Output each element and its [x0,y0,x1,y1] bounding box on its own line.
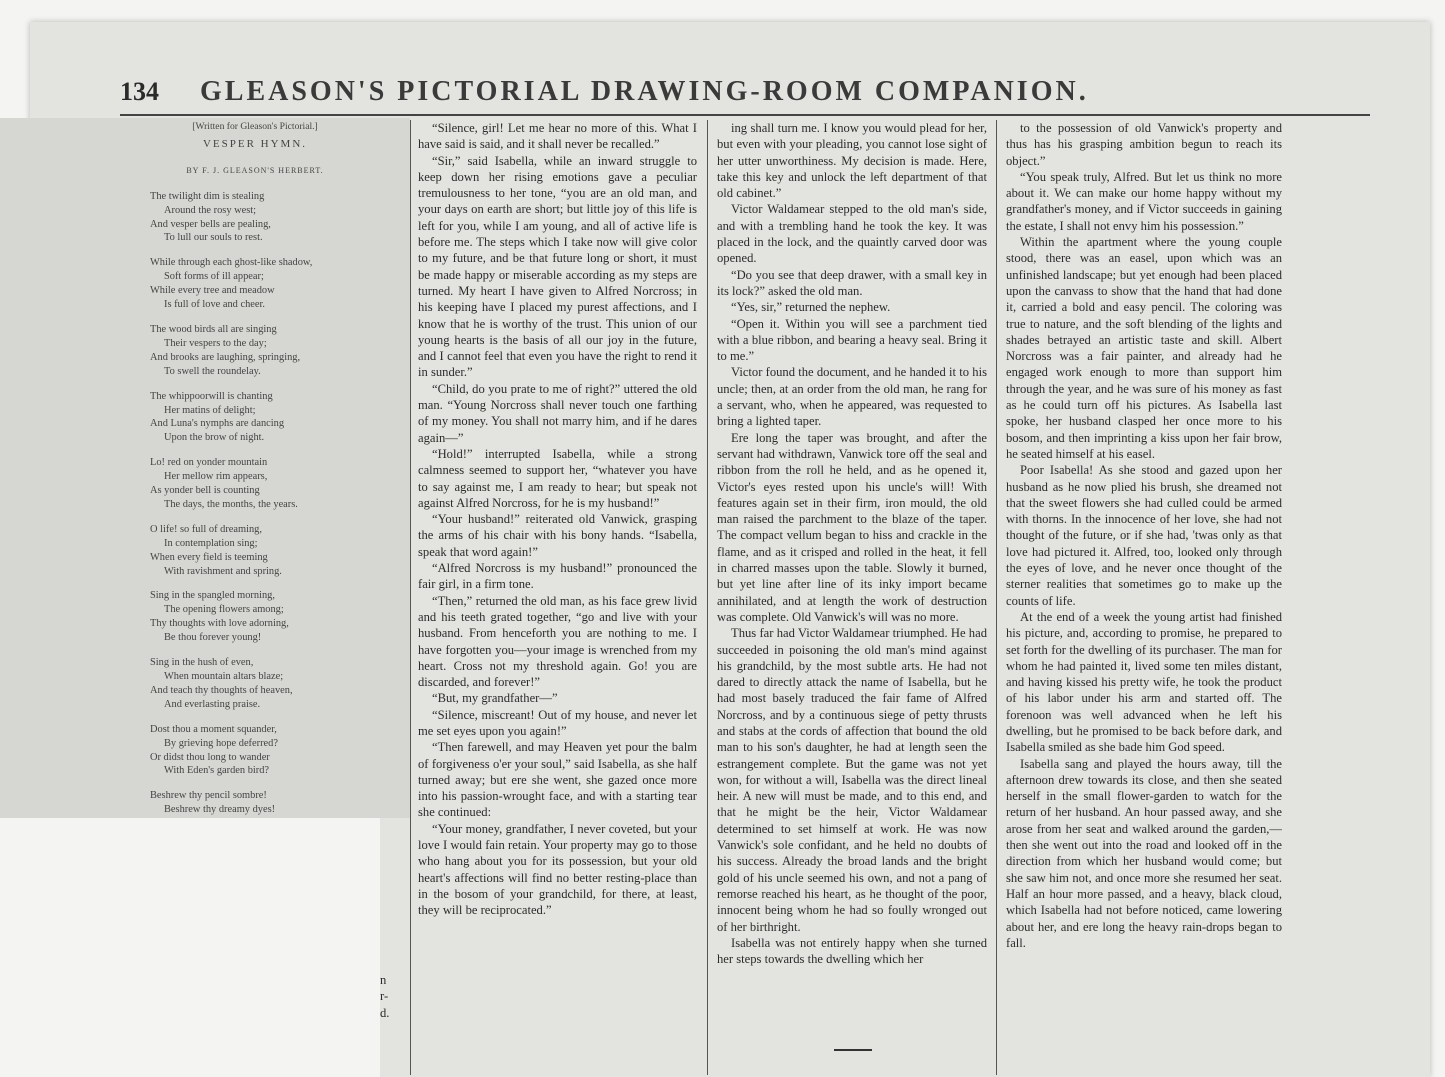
poem-line: Sing in the spangled morning, [150,590,275,602]
article-paragraph: Victor found the document, and he handed it to his uncle; then, at an order from the old man, he rang for a servant, who, when he appeared, was requested to bring a lighted taper. [717,365,987,429]
article-paragraph: “Your money, grandfather, I never coveted, but your love I would fain retain. Your property may go to those who hang about you for its possession, but your old heart's affections will find no better resting-place than in the bosom of your grandchild, for there, at least, they will be reciprocated.” [418,821,697,918]
article-paragraph: “Silence, girl! Let me hear no more of this. What I have said is said, and it shall never be recalled.” [418,121,697,152]
poem-stanza [150,789,360,817]
poem-line: Is full of love and cheer. [164,299,265,311]
fragment-text: n [380,973,387,987]
poem-line: Dost thou a moment squander, [150,723,277,735]
poem-line: To lull our souls to rest. [164,232,263,244]
poem-line: Or didst thou long to wander [150,751,270,763]
masthead [120,68,1380,116]
poem-line: Her matins of delight; [164,404,256,416]
poem-line: Their vespers to the day; [164,337,267,349]
article-paragraph: “Alfred Norcross is my husband!” pronounced the fair girl, in a firm tone. [418,561,697,592]
article-paragraph: “Do you see that deep drawer, with a small key in its lock?” asked the old man. [717,267,987,298]
column-rule [410,120,411,1075]
poem-line: Beshrew thy pencil sombre! [150,790,267,802]
poem-line: And brooks are laughing, springing, [150,351,301,363]
article-paragraph: “Silence, miscreant! Out of my house, and never let me set eyes upon you again!” [418,707,697,738]
article-paragraph: to the possession of old Vanwick's property and thus has his grasping ambition begun to reach its object.” [1006,121,1282,168]
section-divider [834,1049,872,1051]
poem-line: And vesper bells are pealing, [150,218,271,230]
fragment-text: r- [380,989,389,1004]
article-paragraph: “Child, do you prate to me of right?” uttered the old man. “Young Norcross shall never touch one farthing of my money. You shall not marry him, and if he dares again—” [418,381,697,445]
poem-line: O life! so full of dreaming, [150,523,262,535]
poem-stanza [150,523,360,579]
article-paragraph: ing shall turn me. I know you would plead for her, but even with your pleading, you cannot lose sight of her utter unworthiness. My decision is made. Here, take this key and unlock the left department of that old cabinet.” [717,121,987,201]
clipped-column-fragment [380,972,394,1021]
article-column-2 [717,120,987,1075]
poem-stanzas [150,190,360,817]
article-paragraph: Poor Isabella! As she stood and gazed upon her husband as he now plied his brush, she dreamed not that the sweet flowers she had culled could be armed with thorns. In the innocence of her love, she had not thought of the future, or if she had, 'twas only as that love had pictured it. Alfred, too, looked only through the eyes of love, and he never once thought of the sterner realities that sometimes go to make up the counts of life. [1006,463,1282,608]
poem-stanza [150,589,360,645]
poem-stanza [150,190,360,246]
article-paragraph: “Yes, sir,” returned the nephew. [731,300,891,315]
poem-line: Around the rosy west; [164,204,257,216]
poem-line: Sing in the hush of even, [150,657,254,669]
poem-line: Her mellow rim appears, [164,471,268,483]
poem-stanza [150,256,360,312]
poem-line: To swell the roundelay. [164,365,261,377]
article-paragraph: Ere long the taper was brought, and after the servant had withdrawn, Vanwick tore off the seal and ribbon from the roll he held, and as he opened it, Victor's eyes rested upon his uncle's will! With features again set in their firm, iron mould, the old man raised the parchment to the blaze of the taper. The compact vellum began to hiss and crackle in the flame, and as it crisped and rolled in the heat, it fell in charred masses upon the table. Slowly it burned, but yet line after line of its inky import became annihilated, and at length the work of destruction was complete. Old Vanwick's will was no more. [717,430,987,624]
article-paragraph: “You speak truly, Alfred. But let us think no more about it. We can make our home happy without my grandfather's money, and if Victor succeeds in gaining the estate, I shall not envy him his possession.” [1006,169,1282,233]
poem-line: Be thou forever young! [164,632,262,644]
masthead-rule [120,114,1370,116]
poem-line: And Luna's nymphs are dancing [150,418,285,430]
article-paragraph: At the end of a week the young artist had finished his picture, and, according to promise, he prepared to set forth for the dwelling of its purchaser. The man for whom he had painted it, lived some ten miles distant, and having kissed his pretty wife, he took the product of his labor under his arm and started off. The forenoon was well advanced when he left his dwelling, but he promised to be back before dark, and Isabella smiled as she bade him God speed. [1006,609,1282,755]
poem-line: When mountain altars blaze; [164,671,284,682]
poem-line: The wood birds all are singing [150,323,277,335]
poem-line: By grieving hope deferred? [164,737,278,749]
article-paragraph: “Hold!” interrupted Isabella, while a strong calmness seemed to support her, “whatever you have to say against me, I am ready to hear; but speak not against Alfred Norcross, for he is my husband!” [418,446,697,510]
article-paragraph: “Your husband!” reiterated old Vanwick, grasping the arms of his chair with his bony hands. “Isabella, speak that word again!” [418,512,697,559]
article-paragraph: Within the apartment where the young couple stood, there was an easel, upon which was an unfinished landscape; but yet enough had been placed upon the canvass to show that the hand that had done it, carried a bold and easy pencil. The coloring was true to nature, and the soft blending of the lights and shades betrayed an artistic taste and skill. Albert Norcross was a fair painter, and already had he engaged work enough to more than support him through the year, and he was sure of his money as fast as he could turn off his pictures. As Isabella last spoke, her husband clasped her once more to his bosom, and then imprinting a kiss upon her fair brow, he seated himself at his easel. [1006,235,1282,461]
article-paragraph: “Then farewell, and may Heaven yet pour the balm of forgiveness o'er your soul,” said Isabella, as she half turned away; but ere she went, she gazed once more into his passion-wrought face, and with a starting tear she continued: [418,740,697,820]
poem-line: Beshrew thy dreamy dyes! [164,804,276,816]
poem-line: When every field is teeming [150,551,268,563]
publication-title: GLEASON'S PICTORIAL DRAWING-ROOM COMPANION. [200,76,1089,107]
column-rule [996,120,997,1075]
poem-line: Upon the brow of night. [164,432,265,444]
page-number: 134 [120,77,159,106]
poem-stanza [150,456,360,512]
article-paragraph: Isabella sang and played the hours away, till the afternoon drew towards its close, and then she seated herself in the small flower-garden to watch for the return of her husband. An hour passed away, and she arose from her seat and walked around the garden,—then she went out into the road and looked off in the direction from which her husband would come; but she saw him not, and once more she resumed her seat. Half an hour more passed, and a heavy, black cloud, which Isabella had not before noticed, came lowering about her, and ere long the heavy rain-drops began to fall. [1006,756,1282,950]
column-rule [707,120,708,1075]
poem-stanza [150,656,360,712]
poem-stanza [150,323,360,379]
poem-line: In contemplation sing; [164,537,258,549]
article-paragraph: “Then,” returned the old man, as his face grew livid and his teeth grated together, “go and live with your husband. From henceforth you are nothing to me. I have forgotten you—your image is wrenched from my heart. Cross not my threshold again. Go! you are discarded, and forever!” [418,593,697,690]
poem-line: As yonder bell is counting [150,485,260,497]
poem-line: Thy thoughts with love adorning, [150,618,289,630]
article-paragraph: “But, my grandfather—” [432,691,558,706]
poem-stanza [150,390,360,446]
poem-line: With ravishment and spring. [164,565,282,577]
poem-line: And everlasting praise. [164,698,261,710]
poem-line: While every tree and meadow [150,285,275,297]
poem-line: The twilight dim is stealing [150,190,265,202]
article-paragraph: “Open it. Within you will see a parchment tied with a blue ribbon, and bearing a heavy seal. Bring it to me.” [717,316,987,364]
vesper-hymn-poem [150,120,360,816]
article-column-1 [418,120,697,1070]
poem-stanza [150,723,360,779]
poem-title: VESPER HYMN. [202,137,308,150]
article-paragraph: Isabella was not entirely happy when she turned her steps towards the dwelling which her [717,935,987,967]
poem-note: [Written for Gleason's Pictorial.] [192,121,318,132]
torn-corner [0,818,380,1077]
fragment-text: d. [380,1005,390,1020]
poem-byline: BY F. J. GLEASON'S HERBERT. [186,165,324,175]
poem-line: The opening flowers among; [164,604,284,616]
poem-line: With Eden's garden bird? [164,765,270,777]
article-paragraph: Victor Waldamear stepped to the old man's side, and with a trembling hand he took the key. It was placed in the lock, and the quaintly carved door was opened. [717,202,987,266]
poem-line: The whippoorwill is chanting [150,390,273,402]
poem-line: Lo! red on yonder mountain [150,457,268,469]
poem-line: While through each ghost-like shadow, [150,257,313,269]
article-column-3 [1006,120,1282,1075]
article-paragraph: Thus far had Victor Waldamear triumphed. He had succeeded in poisoning the old man's mind against his grandchild, by the most subtle arts. He had not dared to directly attack the name of Isabella, but he had most basely traduced the fair fame of Alfred Norcross, and by a continuous siege of petty thrusts and stabs at the cords of affection that bound the old man to his son's daughter, he had at length seen the estrangement complete. But the game was not yet won, for without a will, Isabella was the direct lineal heir. A new will must be made, and to this end, and that he might be the heir, Victor Waldamear determined to set himself at work. He was now Vanwick's sole confidant, and he held no doubts of his success. Already the broad lands and the bright gold of his uncle seemed his own, and not a pang of remorse reached his heart, as he thought of the poor, innocent being whom he had so foully wronged out of her birthright. [717,626,987,934]
poem-line: And teach thy thoughts of heaven, [150,684,293,696]
poem-line: Soft forms of ill appear; [164,271,264,283]
poem-line: The days, the months, the years. [164,498,298,510]
article-paragraph: “Sir,” said Isabella, while an inward struggle to keep down her rising emotions gave a peculiar tremulousness to her tone, “you are an old man, and your days on earth are short; but little joy of this life is left for you, while I am young, and all of active life is before me. The steps which I take now will give color to my future, and be that future long or short, it must be made happy or miserable according as my steps are turned. My heart I have given to Alfred Norcross; in his keeping have I placed my purest affections, and I know that he is worthy of the trust. This union of our young hearts is the basis of all our joy in the future, and I cannot feel that even you have the right to rend it in sunder.” [418,153,697,380]
